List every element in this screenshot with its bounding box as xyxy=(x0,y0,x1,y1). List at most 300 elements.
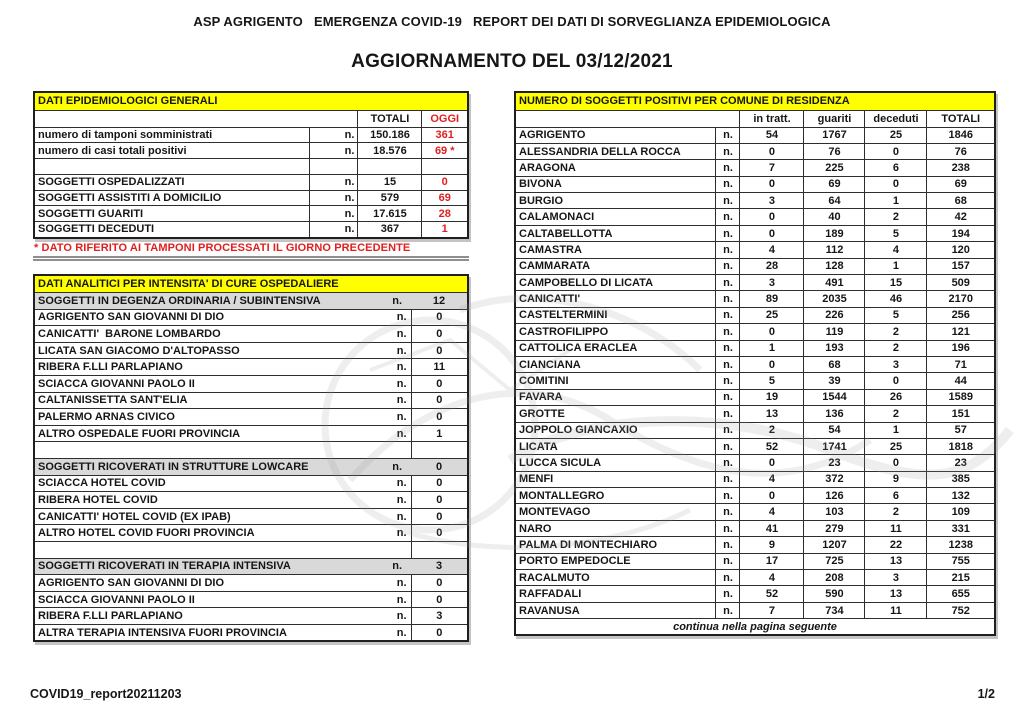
comune-row xyxy=(515,586,995,602)
in-tratt-value: 41 xyxy=(740,520,804,536)
hospital-row xyxy=(34,575,468,592)
comuni-table-footer-row xyxy=(515,619,995,635)
in-tratt-value: 25 xyxy=(740,307,804,323)
n-label: n. xyxy=(716,225,740,241)
totali-value: 18.576 xyxy=(358,143,422,159)
separator-line xyxy=(33,256,469,261)
hospital-row-label-cell xyxy=(34,591,411,608)
n-label: n. xyxy=(716,209,740,225)
section-label: SOGGETTI IN DEGENZA ORDINARIA / SUBINTENSIVA xyxy=(38,294,321,307)
hospital-row-label-flex xyxy=(38,577,407,589)
hospital-row xyxy=(34,475,468,492)
comune-row xyxy=(515,160,995,176)
guariti-value: 64 xyxy=(804,193,865,209)
comune-name: BIVONA xyxy=(515,176,716,192)
in-tratt-value: 4 xyxy=(740,242,804,258)
empty-header-cell xyxy=(515,110,740,127)
general-table-header-row xyxy=(34,110,468,127)
totali-value: 42 xyxy=(927,209,995,225)
hospital-row-value: 0 xyxy=(411,392,468,409)
hospital-row-label-cell xyxy=(34,342,411,359)
hospital-row-label-flex xyxy=(38,527,407,539)
in-tratt-value: 0 xyxy=(740,143,804,159)
hospital-row xyxy=(34,492,468,509)
deceduti-value: 2 xyxy=(865,340,927,356)
hospital-section-header-row xyxy=(34,293,468,310)
in-tratt-value: 28 xyxy=(740,258,804,274)
n-label: n. xyxy=(716,504,740,520)
hospital-row-label-flex xyxy=(38,627,407,639)
comune-name: CASTELTERMINI xyxy=(515,307,716,323)
guariti-value: 1207 xyxy=(804,537,865,553)
n-label xyxy=(310,159,358,175)
comune-name: RACALMUTO xyxy=(515,570,716,586)
column-header-in-tratt: in tratt. xyxy=(740,110,804,127)
totali-value: 1238 xyxy=(927,537,995,553)
n-label: n. xyxy=(716,553,740,569)
guariti-value: 136 xyxy=(804,406,865,422)
deceduti-value: 46 xyxy=(865,291,927,307)
n-label: n. xyxy=(716,586,740,602)
n-label: n. xyxy=(716,520,740,536)
totali-value: 17.615 xyxy=(358,206,422,222)
left-column xyxy=(33,91,469,642)
deceduti-value: 1 xyxy=(865,258,927,274)
in-tratt-value: 3 xyxy=(740,275,804,291)
guariti-value: 23 xyxy=(804,455,865,471)
hospital-row-value: 0 xyxy=(411,591,468,608)
deceduti-value: 25 xyxy=(865,438,927,454)
deceduti-value: 2 xyxy=(865,209,927,225)
deceduti-value: 2 xyxy=(865,406,927,422)
comune-name: PORTO EMPEDOCLE xyxy=(515,553,716,569)
totali-value: 157 xyxy=(927,258,995,274)
guariti-value: 76 xyxy=(804,143,865,159)
in-tratt-value: 0 xyxy=(740,455,804,471)
n-label: n. xyxy=(716,356,740,372)
in-tratt-value: 0 xyxy=(740,324,804,340)
hospital-row-value: 0 xyxy=(411,508,468,525)
hospital-row-value: 0 xyxy=(411,525,468,542)
comune-name: MENFI xyxy=(515,471,716,487)
hospital-row-label-cell xyxy=(34,376,411,393)
n-label: n. xyxy=(716,160,740,176)
column-header-totali: TOTALI xyxy=(358,110,422,127)
general-table-row xyxy=(34,143,468,159)
comune-name: PALMA DI MONTECHIARO xyxy=(515,537,716,553)
totali-value: 121 xyxy=(927,324,995,340)
general-row-label: numero di tamponi somministrati xyxy=(34,127,310,143)
deceduti-value: 5 xyxy=(865,225,927,241)
comune-name: ALESSANDRIA DELLA ROCCA xyxy=(515,143,716,159)
deceduti-value: 9 xyxy=(865,471,927,487)
in-tratt-value: 1 xyxy=(740,340,804,356)
totali-value: 1818 xyxy=(927,438,995,454)
comune-row xyxy=(515,422,995,438)
in-tratt-value: 0 xyxy=(740,356,804,372)
comune-name: GROTTE xyxy=(515,406,716,422)
n-label: n. xyxy=(396,477,407,490)
deceduti-value: 1 xyxy=(865,422,927,438)
guariti-value: 208 xyxy=(804,570,865,586)
totali-value: 151 xyxy=(927,406,995,422)
totali-value: 109 xyxy=(927,504,995,520)
blank-cell xyxy=(34,541,411,558)
n-label: n. xyxy=(392,294,402,307)
hospital-row-value: 1 xyxy=(411,425,468,442)
comune-row xyxy=(515,537,995,553)
guariti-value: 734 xyxy=(804,602,865,618)
section-header-cell xyxy=(34,558,468,575)
totali-value: 2170 xyxy=(927,291,995,307)
hospital-row-label-flex xyxy=(38,610,407,622)
comune-name: AGRIGENTO xyxy=(515,127,716,143)
hospital-care-table xyxy=(33,274,469,642)
section-header-cell xyxy=(34,459,468,476)
n-label: n. xyxy=(396,344,407,357)
n-label: n. xyxy=(396,626,407,639)
hospital-row-label-flex xyxy=(38,594,407,606)
general-row-label: SOGGETTI GUARITI xyxy=(34,206,310,222)
deceduti-value: 2 xyxy=(865,504,927,520)
hospital-row-value: 0 xyxy=(411,309,468,326)
comune-name: BURGIO xyxy=(515,193,716,209)
in-tratt-value: 52 xyxy=(740,586,804,602)
row-label: ALTRA TERAPIA INTENSIVA FUORI PROVINCIA xyxy=(38,626,287,639)
deceduti-value: 0 xyxy=(865,176,927,192)
row-label: AGRIGENTO SAN GIOVANNI DI DIO xyxy=(38,576,224,589)
in-tratt-value: 4 xyxy=(740,471,804,487)
hospital-row-value: 0 xyxy=(411,492,468,509)
oggi-value: 361 xyxy=(422,127,468,143)
n-label: n. xyxy=(396,361,407,374)
deceduti-value: 0 xyxy=(865,373,927,389)
deceduti-value: 3 xyxy=(865,570,927,586)
deceduti-value: 2 xyxy=(865,324,927,340)
totali-value: 57 xyxy=(927,422,995,438)
hospital-row-label-flex xyxy=(38,345,407,357)
comune-row xyxy=(515,455,995,471)
hospital-row-label-flex xyxy=(38,511,407,523)
n-label: n. xyxy=(716,340,740,356)
comune-row xyxy=(515,193,995,209)
deceduti-value: 26 xyxy=(865,389,927,405)
in-tratt-value: 7 xyxy=(740,160,804,176)
general-data-table xyxy=(33,91,469,239)
hospital-row-label-flex xyxy=(38,361,407,373)
comuni-positives-table xyxy=(514,91,996,636)
guariti-value: 103 xyxy=(804,504,865,520)
general-row-label: SOGGETTI DECEDUTI xyxy=(34,222,310,238)
totali-value: 385 xyxy=(927,471,995,487)
guariti-value: 126 xyxy=(804,488,865,504)
in-tratt-value: 9 xyxy=(740,537,804,553)
guariti-value: 40 xyxy=(804,209,865,225)
totali-value: 150.186 xyxy=(358,127,422,143)
comuni-table-title: NUMERO DI SOGGETTI POSITIVI PER COMUNE DI RESIDENZA xyxy=(515,92,995,110)
deceduti-value: 13 xyxy=(865,586,927,602)
section-label: SOGGETTI RICOVERATI IN STRUTTURE LOWCARE xyxy=(38,460,309,473)
n-label: n. xyxy=(396,576,407,589)
totali-value: 23 xyxy=(927,455,995,471)
in-tratt-value: 0 xyxy=(740,209,804,225)
oggi-value: 69 * xyxy=(422,143,468,159)
row-label: SCIACCA GIOVANNI PAOLO II xyxy=(38,593,195,606)
guariti-value: 725 xyxy=(804,553,865,569)
section-value: 3 xyxy=(435,560,443,573)
totali-value: 238 xyxy=(927,160,995,176)
general-table-row xyxy=(34,206,468,222)
in-tratt-value: 4 xyxy=(740,570,804,586)
n-label: n. xyxy=(716,258,740,274)
general-table-row xyxy=(34,190,468,206)
n-label: n. xyxy=(396,411,407,424)
comune-row xyxy=(515,406,995,422)
row-label: RIBERA HOTEL COVID xyxy=(38,494,158,506)
n-label: n. xyxy=(716,422,740,438)
n-label: n. xyxy=(310,190,358,206)
comune-name: NARO xyxy=(515,520,716,536)
hospital-row-label-cell xyxy=(34,525,411,542)
hospital-row xyxy=(34,409,468,426)
guariti-value: 112 xyxy=(804,242,865,258)
hospital-section-header-row xyxy=(34,558,468,575)
page-number: 1/2 xyxy=(977,687,995,701)
row-label: PALERMO ARNAS CIVICO xyxy=(38,411,175,424)
section-header-flex xyxy=(35,461,467,473)
deceduti-value: 5 xyxy=(865,307,927,323)
row-label: RIBERA F.LLI PARLAPIANO xyxy=(38,361,183,374)
oggi-value: 28 xyxy=(422,206,468,222)
blank-cell xyxy=(411,541,468,558)
totali-value: 44 xyxy=(927,373,995,389)
section-header-flex xyxy=(35,295,467,307)
deceduti-value: 11 xyxy=(865,602,927,618)
hospital-row-label-cell xyxy=(34,475,411,492)
right-column xyxy=(514,91,996,636)
in-tratt-value: 89 xyxy=(740,291,804,307)
hospital-row-label-cell xyxy=(34,608,411,625)
n-label: n. xyxy=(396,311,407,324)
hospital-table-body xyxy=(34,293,468,641)
comune-name: LICATA xyxy=(515,438,716,454)
n-label: n. xyxy=(716,193,740,209)
n-label: n. xyxy=(716,438,740,454)
totali-value: 367 xyxy=(358,222,422,238)
general-table-row xyxy=(34,127,468,143)
n-label: n. xyxy=(716,602,740,618)
in-tratt-value: 19 xyxy=(740,389,804,405)
totali-value: 215 xyxy=(927,570,995,586)
in-tratt-value: 0 xyxy=(740,176,804,192)
comune-row xyxy=(515,307,995,323)
guariti-value: 39 xyxy=(804,373,865,389)
comune-row xyxy=(515,209,995,225)
hospital-row-value: 0 xyxy=(411,409,468,426)
section-header-cell xyxy=(34,293,468,310)
in-tratt-value: 54 xyxy=(740,127,804,143)
hospital-row-label-flex xyxy=(38,428,407,440)
comuni-table-title-row xyxy=(515,92,995,110)
comune-row xyxy=(515,471,995,487)
deceduti-value: 11 xyxy=(865,520,927,536)
comune-name: RAVANUSA xyxy=(515,602,716,618)
oggi-value xyxy=(422,159,468,175)
in-tratt-value: 2 xyxy=(740,422,804,438)
section-value: 12 xyxy=(432,294,446,307)
guariti-value: 1544 xyxy=(804,389,865,405)
section-header-flex xyxy=(35,560,467,572)
row-label: RIBERA F.LLI PARLAPIANO xyxy=(38,610,183,623)
guariti-value: 226 xyxy=(804,307,865,323)
column-header-guariti: guariti xyxy=(804,110,865,127)
hospital-row-label-flex xyxy=(38,394,407,406)
blank-cell xyxy=(34,442,411,459)
oggi-value: 69 xyxy=(422,190,468,206)
hospital-row-value: 0 xyxy=(411,376,468,393)
comune-row xyxy=(515,389,995,405)
column-header-deceduti: deceduti xyxy=(865,110,927,127)
comune-row xyxy=(515,520,995,536)
hospital-row-label-flex xyxy=(38,311,407,323)
row-label: ALTRO OSPEDALE FUORI PROVINCIA xyxy=(38,427,241,440)
hospital-row-label-cell xyxy=(34,425,411,442)
hospital-row xyxy=(34,591,468,608)
comune-name: ARAGONA xyxy=(515,160,716,176)
deceduti-value: 15 xyxy=(865,275,927,291)
hospital-row xyxy=(34,342,468,359)
general-table-title-row xyxy=(34,92,468,110)
deceduti-value: 6 xyxy=(865,160,927,176)
comune-name: CAMMARATA xyxy=(515,258,716,274)
guariti-value: 68 xyxy=(804,356,865,372)
n-label: n. xyxy=(396,593,407,606)
guariti-value: 372 xyxy=(804,471,865,487)
totali-value: 1846 xyxy=(927,127,995,143)
general-row-label xyxy=(34,159,310,175)
in-tratt-value: 52 xyxy=(740,438,804,454)
general-row-label: SOGGETTI ASSISTITI A DOMICILIO xyxy=(34,190,310,206)
tamponi-footnote: * DATO RIFERITO AI TAMPONI PROCESSATI IL GIORNO PRECEDENTE xyxy=(34,241,411,254)
guariti-value: 69 xyxy=(804,176,865,192)
hospital-row-value: 0 xyxy=(411,475,468,492)
hospital-row-label-cell xyxy=(34,392,411,409)
comune-name: JOPPOLO GIANCAXIO xyxy=(515,422,716,438)
n-label: n. xyxy=(716,406,740,422)
comune-name: CATTOLICA ERACLEA xyxy=(515,340,716,356)
guariti-value: 128 xyxy=(804,258,865,274)
in-tratt-value: 13 xyxy=(740,406,804,422)
totali-value: 120 xyxy=(927,242,995,258)
totali-value: 331 xyxy=(927,520,995,536)
hospital-row-label-cell xyxy=(34,575,411,592)
n-label: n. xyxy=(716,389,740,405)
comune-name: CALAMONACI xyxy=(515,209,716,225)
totali-value: 76 xyxy=(927,143,995,159)
n-label: n. xyxy=(716,471,740,487)
hospital-row-label-cell xyxy=(34,492,411,509)
hospital-row xyxy=(34,508,468,525)
totali-value: 1589 xyxy=(927,389,995,405)
hospital-row-value: 11 xyxy=(411,359,468,376)
totali-value: 69 xyxy=(927,176,995,192)
hospital-row xyxy=(34,425,468,442)
hospital-row-value: 0 xyxy=(411,624,468,641)
totali-value xyxy=(358,159,422,175)
section-value: 0 xyxy=(435,460,443,473)
column-header-oggi: OGGI xyxy=(422,110,468,127)
deceduti-value: 1 xyxy=(865,193,927,209)
deceduti-value: 3 xyxy=(865,356,927,372)
hospital-row-label-cell xyxy=(34,508,411,525)
totali-value: 68 xyxy=(927,193,995,209)
hospital-row-label-cell xyxy=(34,309,411,326)
n-label: n. xyxy=(310,143,358,159)
n-label: n. xyxy=(310,174,358,190)
n-label: n. xyxy=(716,307,740,323)
comune-name: CASTROFILIPPO xyxy=(515,324,716,340)
comune-row xyxy=(515,324,995,340)
report-subtitle: AGGIORNAMENTO DEL 03/12/2021 xyxy=(351,51,673,72)
n-label: n. xyxy=(310,206,358,222)
n-label: n. xyxy=(716,373,740,389)
column-header-totali: TOTALI xyxy=(927,110,995,127)
comune-name: CAMASTRA xyxy=(515,242,716,258)
blank-cell xyxy=(411,442,468,459)
in-tratt-value: 0 xyxy=(740,225,804,241)
comune-row xyxy=(515,356,995,372)
guariti-value: 491 xyxy=(804,275,865,291)
n-label: n. xyxy=(396,427,407,440)
hospital-row-label-cell xyxy=(34,326,411,343)
general-table-row xyxy=(34,159,468,175)
general-table-body xyxy=(34,127,468,238)
hospital-row-value: 0 xyxy=(411,326,468,343)
n-label: n. xyxy=(396,494,407,506)
hospital-row-label-cell xyxy=(34,409,411,426)
hospital-row-label-flex xyxy=(38,411,407,423)
hospital-row-label-flex xyxy=(38,477,407,489)
guariti-value: 225 xyxy=(804,160,865,176)
comune-name: CANICATTI' xyxy=(515,291,716,307)
n-label: n. xyxy=(310,127,358,143)
comune-name: MONTEVAGO xyxy=(515,504,716,520)
n-label: n. xyxy=(716,275,740,291)
comune-row xyxy=(515,225,995,241)
comune-name: LUCCA SICULA xyxy=(515,455,716,471)
totali-value: 755 xyxy=(927,553,995,569)
in-tratt-value: 5 xyxy=(740,373,804,389)
continua-note: continua nella pagina seguente xyxy=(515,619,995,635)
totali-value: 194 xyxy=(927,225,995,241)
totali-value: 196 xyxy=(927,340,995,356)
in-tratt-value: 0 xyxy=(740,488,804,504)
comune-name: CIANCIANA xyxy=(515,356,716,372)
hospital-row-label-cell xyxy=(34,624,411,641)
totali-value: 752 xyxy=(927,602,995,618)
comune-name: FAVARA xyxy=(515,389,716,405)
n-label: n. xyxy=(396,527,407,540)
guariti-value: 590 xyxy=(804,586,865,602)
comune-name: CALTABELLOTTA xyxy=(515,225,716,241)
general-table-row xyxy=(34,174,468,190)
hospital-row xyxy=(34,608,468,625)
general-row-label: SOGGETTI OSPEDALIZZATI xyxy=(34,174,310,190)
general-table-title: DATI EPIDEMIOLOGICI GENERALI xyxy=(34,92,468,110)
comune-name: MONTALLEGRO xyxy=(515,488,716,504)
guariti-value: 2035 xyxy=(804,291,865,307)
comune-row xyxy=(515,570,995,586)
